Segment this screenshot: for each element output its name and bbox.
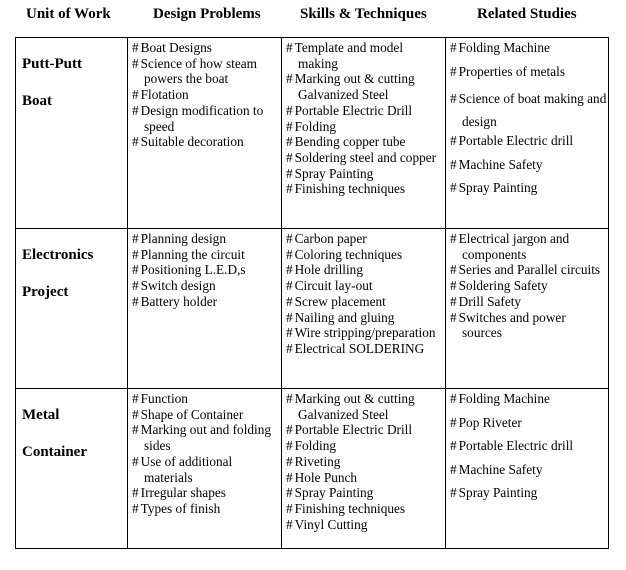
- table-row: [16, 38, 609, 229]
- bullet-hash: #: [450, 133, 457, 148]
- bullet-hash: #: [286, 469, 293, 485]
- design-problems-list: [128, 389, 281, 517]
- list-item-text: Wire stripping/preparation: [294, 325, 436, 341]
- list-item-text: Battery holder: [140, 293, 218, 309]
- list-item: [132, 87, 281, 103]
- design-problems-cell: [128, 38, 282, 229]
- list-item: [132, 294, 281, 310]
- bullet-hash: #: [132, 134, 139, 150]
- list-item: [286, 470, 445, 486]
- bullet-hash: #: [286, 149, 293, 165]
- list-item-text: Boat Designs: [140, 40, 212, 55]
- list-item: [286, 391, 445, 422]
- list-item-text: Spray Painting: [294, 165, 374, 181]
- bullet-hash: #: [132, 293, 139, 309]
- list-item: [450, 64, 608, 80]
- list-item: [450, 294, 608, 310]
- list-item: [132, 422, 281, 453]
- bullet-hash: #: [132, 500, 139, 516]
- skills-list: [282, 389, 445, 532]
- list-item: [286, 422, 445, 438]
- skills-cell: [282, 38, 446, 229]
- list-item: [286, 485, 445, 501]
- design-problems-list: [128, 229, 281, 310]
- bullet-hash: #: [450, 414, 457, 430]
- list-item-text: Nailing and gluing: [294, 309, 395, 325]
- bullet-hash: #: [450, 485, 457, 500]
- list-item: [286, 134, 445, 150]
- list-item-text: Use of additional materials: [140, 453, 233, 485]
- bullet-hash: #: [286, 165, 293, 181]
- list-item: [286, 103, 445, 119]
- list-item: [450, 133, 608, 149]
- list-item: [286, 517, 445, 533]
- list-item-text: Planning design: [140, 231, 226, 246]
- list-item-text: Finishing techniques: [294, 181, 406, 197]
- bullet-hash: #: [286, 40, 293, 55]
- header-design-problems: Design Problems: [153, 6, 261, 22]
- bullet-hash: #: [132, 55, 139, 71]
- list-item: [286, 181, 445, 197]
- list-item-text: Suitable decoration: [140, 134, 244, 150]
- bullet-hash: #: [286, 309, 293, 325]
- list-item: [286, 341, 445, 357]
- bullet-hash: #: [450, 438, 457, 453]
- list-item-text: Folding Machine: [458, 40, 550, 55]
- list-item: [286, 278, 445, 294]
- list-item: [132, 278, 281, 294]
- list-item: [132, 485, 281, 501]
- bullet-hash: #: [286, 278, 293, 294]
- list-item-text: Coloring techniques: [294, 246, 403, 262]
- skills-cell: [282, 389, 446, 549]
- list-item: [286, 231, 445, 247]
- list-item-text: Planning the circuit: [140, 246, 245, 262]
- list-item-text: Spray Painting: [294, 485, 374, 501]
- list-item: [132, 56, 281, 87]
- list-item-text: Riveting: [294, 453, 341, 469]
- list-item-text: Drill Safety: [458, 293, 522, 309]
- list-item-text: Machine Safety: [458, 156, 543, 172]
- list-item-text: Marking out & cutting Galvanized Steel: [294, 71, 415, 103]
- list-item-text: Folding Machine: [458, 391, 550, 406]
- list-item-text: Series and Parallel circuits: [458, 262, 601, 278]
- header-skills-techniques: Skills & Techniques: [300, 6, 427, 22]
- skills-list: [282, 229, 445, 357]
- bullet-hash: #: [132, 87, 139, 103]
- bullet-hash: #: [286, 102, 293, 118]
- bullet-hash: #: [450, 309, 457, 325]
- list-item: [450, 262, 608, 278]
- list-item-text: Electrical jargon and components: [458, 231, 570, 262]
- list-item-text: Screw placement: [294, 293, 386, 309]
- list-item: [132, 501, 281, 517]
- list-item-text: Hole drilling: [294, 262, 363, 278]
- list-item: [286, 310, 445, 326]
- bullet-hash: #: [286, 231, 293, 246]
- list-item: [286, 454, 445, 470]
- skills-list: [282, 38, 445, 197]
- bullet-hash: #: [450, 91, 457, 106]
- bullet-hash: #: [450, 156, 457, 172]
- list-item: [132, 407, 281, 423]
- list-item-text: Irregular shapes: [140, 485, 226, 501]
- related-studies-list: [446, 38, 608, 196]
- list-item: [450, 157, 608, 173]
- bullet-hash: #: [132, 485, 139, 501]
- list-item-text: Soldering Safety: [458, 278, 548, 294]
- bullet-hash: #: [132, 246, 139, 262]
- list-item: [286, 71, 445, 102]
- list-item-text: Pop Riveter: [458, 414, 522, 430]
- list-item: [450, 87, 608, 133]
- list-item: [132, 103, 281, 134]
- list-item: [132, 231, 281, 247]
- list-item-text: Machine Safety: [458, 461, 543, 477]
- list-item: [450, 231, 608, 262]
- list-item-text: Folding: [294, 118, 337, 134]
- list-item-text: Marking out & cutting Galvanized Steel: [294, 391, 415, 422]
- list-item: [286, 501, 445, 517]
- list-item-text: Soldering steel and copper: [294, 149, 437, 165]
- related-studies-cell: [446, 389, 609, 549]
- list-item-text: Types of finish: [140, 500, 221, 516]
- bullet-hash: #: [132, 278, 139, 294]
- list-item: [286, 119, 445, 135]
- bullet-hash: #: [286, 485, 293, 501]
- list-item: [286, 166, 445, 182]
- bullet-hash: #: [132, 453, 139, 469]
- unit-name-line: Project: [22, 284, 69, 300]
- table-row: [16, 389, 609, 549]
- bullet-hash: #: [286, 500, 293, 516]
- list-item-text: Bending copper tube: [294, 134, 406, 150]
- bullet-hash: #: [132, 406, 139, 422]
- related-studies-cell: [446, 38, 609, 229]
- bullet-hash: #: [450, 262, 457, 278]
- bullet-hash: #: [450, 231, 457, 246]
- list-item: [450, 462, 608, 478]
- list-item-text: Marking out and folding sides: [140, 422, 272, 454]
- list-item-text: Switch design: [140, 278, 216, 294]
- list-item: [132, 454, 281, 485]
- list-item: [450, 438, 608, 454]
- list-item: [132, 262, 281, 278]
- design-problems-cell: [128, 229, 282, 389]
- list-item-text: Finishing techniques: [294, 500, 406, 516]
- list-item-text: Hole Punch: [294, 469, 358, 485]
- list-item: [450, 310, 608, 341]
- bullet-hash: #: [132, 102, 139, 118]
- list-item-text: Folding: [294, 438, 337, 454]
- list-item-text: Vinyl Cutting: [294, 516, 368, 532]
- design-problems-list: [128, 38, 281, 150]
- bullet-hash: #: [286, 325, 293, 341]
- list-item: [450, 278, 608, 294]
- list-item: [132, 391, 281, 407]
- bullet-hash: #: [132, 391, 139, 406]
- bullet-hash: #: [286, 340, 293, 356]
- skills-cell: [282, 229, 446, 389]
- bullet-hash: #: [286, 516, 293, 532]
- bullet-hash: #: [286, 118, 293, 134]
- bullet-hash: #: [286, 181, 293, 197]
- related-studies-list: [446, 229, 608, 341]
- list-item: [132, 134, 281, 150]
- list-item-text: Portable Electric Drill: [294, 422, 413, 438]
- list-item: [286, 247, 445, 263]
- list-item-text: Portable Electric drill: [458, 133, 574, 148]
- bullet-hash: #: [450, 461, 457, 477]
- list-item-text: Switches and power sources: [458, 309, 566, 341]
- list-item: [286, 294, 445, 310]
- unit-cell: [16, 229, 128, 389]
- list-item-text: Science of how steam powers the boat: [140, 55, 257, 87]
- list-item-text: Template and model making: [294, 40, 404, 71]
- list-item-text: Spray Painting: [458, 485, 538, 500]
- bullet-hash: #: [286, 293, 293, 309]
- list-item-text: Carbon paper: [294, 231, 367, 246]
- unit-name-line: Boat: [22, 93, 52, 109]
- list-item: [132, 40, 281, 56]
- bullet-hash: #: [450, 63, 457, 79]
- bullet-hash: #: [286, 438, 293, 454]
- bullet-hash: #: [450, 391, 457, 406]
- bullet-hash: #: [286, 246, 293, 262]
- list-item-text: Properties of metals: [458, 63, 566, 79]
- bullet-hash: #: [132, 262, 139, 278]
- related-studies-cell: [446, 229, 609, 389]
- unit-name-line: Container: [22, 444, 87, 460]
- units-table: [15, 37, 609, 549]
- bullet-hash: #: [286, 134, 293, 150]
- bullet-hash: #: [286, 262, 293, 278]
- header-related-studies: Related Studies: [477, 6, 577, 22]
- unit-cell: [16, 389, 128, 549]
- list-item-text: Circuit lay-out: [294, 278, 373, 294]
- list-item: [450, 415, 608, 431]
- bullet-hash: #: [132, 231, 139, 246]
- bullet-hash: #: [450, 293, 457, 309]
- list-item: [132, 247, 281, 263]
- related-studies-list: [446, 389, 608, 501]
- bullet-hash: #: [132, 422, 139, 438]
- list-item: [286, 150, 445, 166]
- list-item: [450, 40, 608, 56]
- bullet-hash: #: [450, 278, 457, 294]
- list-item-text: Positioning L.E.D,s: [140, 262, 246, 278]
- unit-name-line: Electronics: [22, 247, 94, 263]
- list-item: [450, 485, 608, 501]
- bullet-hash: #: [132, 40, 139, 55]
- bullet-hash: #: [286, 391, 293, 406]
- list-item-text: Shape of Container: [140, 406, 244, 422]
- list-item-text: Portable Electric drill: [458, 438, 574, 453]
- bullet-hash: #: [286, 71, 293, 87]
- list-item: [286, 40, 445, 71]
- bullet-hash: #: [450, 180, 457, 195]
- unit-name-line: Putt-Putt: [22, 56, 82, 72]
- list-item-text: Portable Electric Drill: [294, 102, 413, 118]
- list-item-text: Spray Painting: [458, 180, 538, 195]
- bullet-hash: #: [286, 422, 293, 438]
- list-item-text: Function: [140, 391, 188, 406]
- header-unit-of-work: Unit of Work: [26, 6, 111, 22]
- list-item-text: Design modification to speed: [140, 102, 264, 134]
- table-row: [16, 229, 609, 389]
- list-item-text: Science of boat making and design: [458, 91, 607, 129]
- unit-name-line: Metal: [22, 407, 60, 423]
- list-item: [286, 262, 445, 278]
- list-item-text: Electrical SOLDERING: [294, 340, 425, 356]
- bullet-hash: #: [450, 40, 457, 55]
- design-problems-cell: [128, 389, 282, 549]
- list-item: [450, 391, 608, 407]
- list-item: [450, 180, 608, 196]
- bullet-hash: #: [286, 453, 293, 469]
- list-item: [286, 438, 445, 454]
- list-item-text: Flotation: [140, 87, 189, 103]
- unit-cell: [16, 38, 128, 229]
- list-item: [286, 325, 445, 341]
